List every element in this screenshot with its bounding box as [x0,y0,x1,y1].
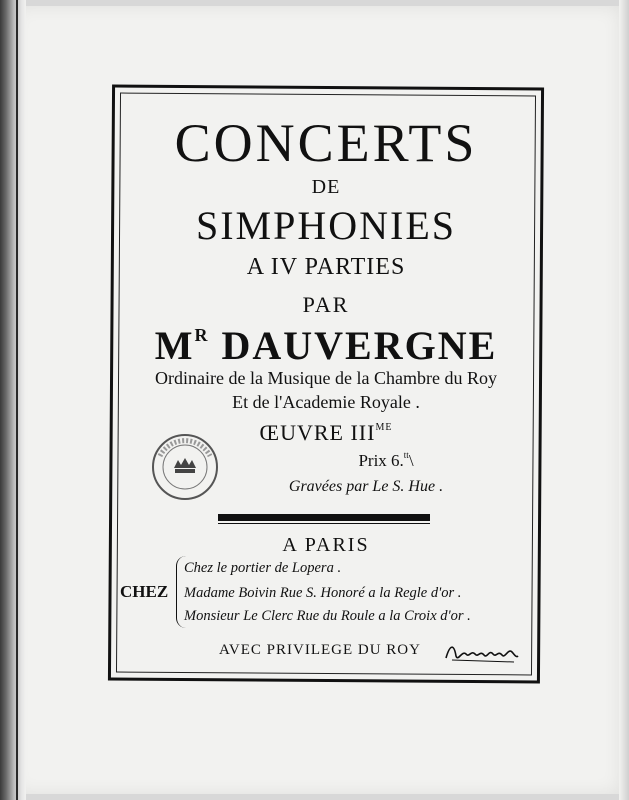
price-end: \ [408,451,414,470]
divider-rule [218,514,430,521]
signature-icon [444,640,520,666]
title-simphonies: SIMPHONIES [195,203,457,248]
title-par: PAR [302,292,350,317]
author-prefix-sup: R [194,325,210,345]
opus-sup: ME [375,422,393,433]
price-sup: tt [403,450,409,460]
title-de: DE [311,176,341,198]
title-parties: A IV PARTIES [246,254,406,280]
author-surname: DAUVERGNE [221,323,498,368]
publisher-address-2: Madame Boivin Rue S. Honoré a la Regle d'or . [184,585,462,601]
author-name [118,322,534,369]
divider-rule-thin [218,523,430,524]
publisher-chez: CHEZ [120,582,169,601]
author-prefix: M [154,323,195,368]
price-text: Prix 6. [358,451,404,470]
page-edge [619,0,629,800]
publisher-address-1: Chez le portier de Lopera . [184,560,342,576]
title-block [118,94,534,674]
opus-text: ŒUVRE III [259,420,376,445]
engraver-credit: Gravées par Le S. Hue . [288,478,444,495]
publisher-city: A PARIS [282,534,370,556]
author-position-1: Ordinaire de la Musique de la Chambre du Roy [155,368,497,388]
spine-edge [16,0,18,800]
royal-privilege: AVEC PRIVILEGE DU ROY [219,642,421,658]
opus-label [118,420,534,446]
title-concerts: CONCERTS [174,113,478,173]
book-spine [0,0,26,800]
price [178,450,594,471]
publisher-address-3: Monsieur Le Clerc Rue du Roule a la Croix d'or . [184,608,471,624]
author-position-2: Et de l'Academie Royale . [232,392,420,412]
